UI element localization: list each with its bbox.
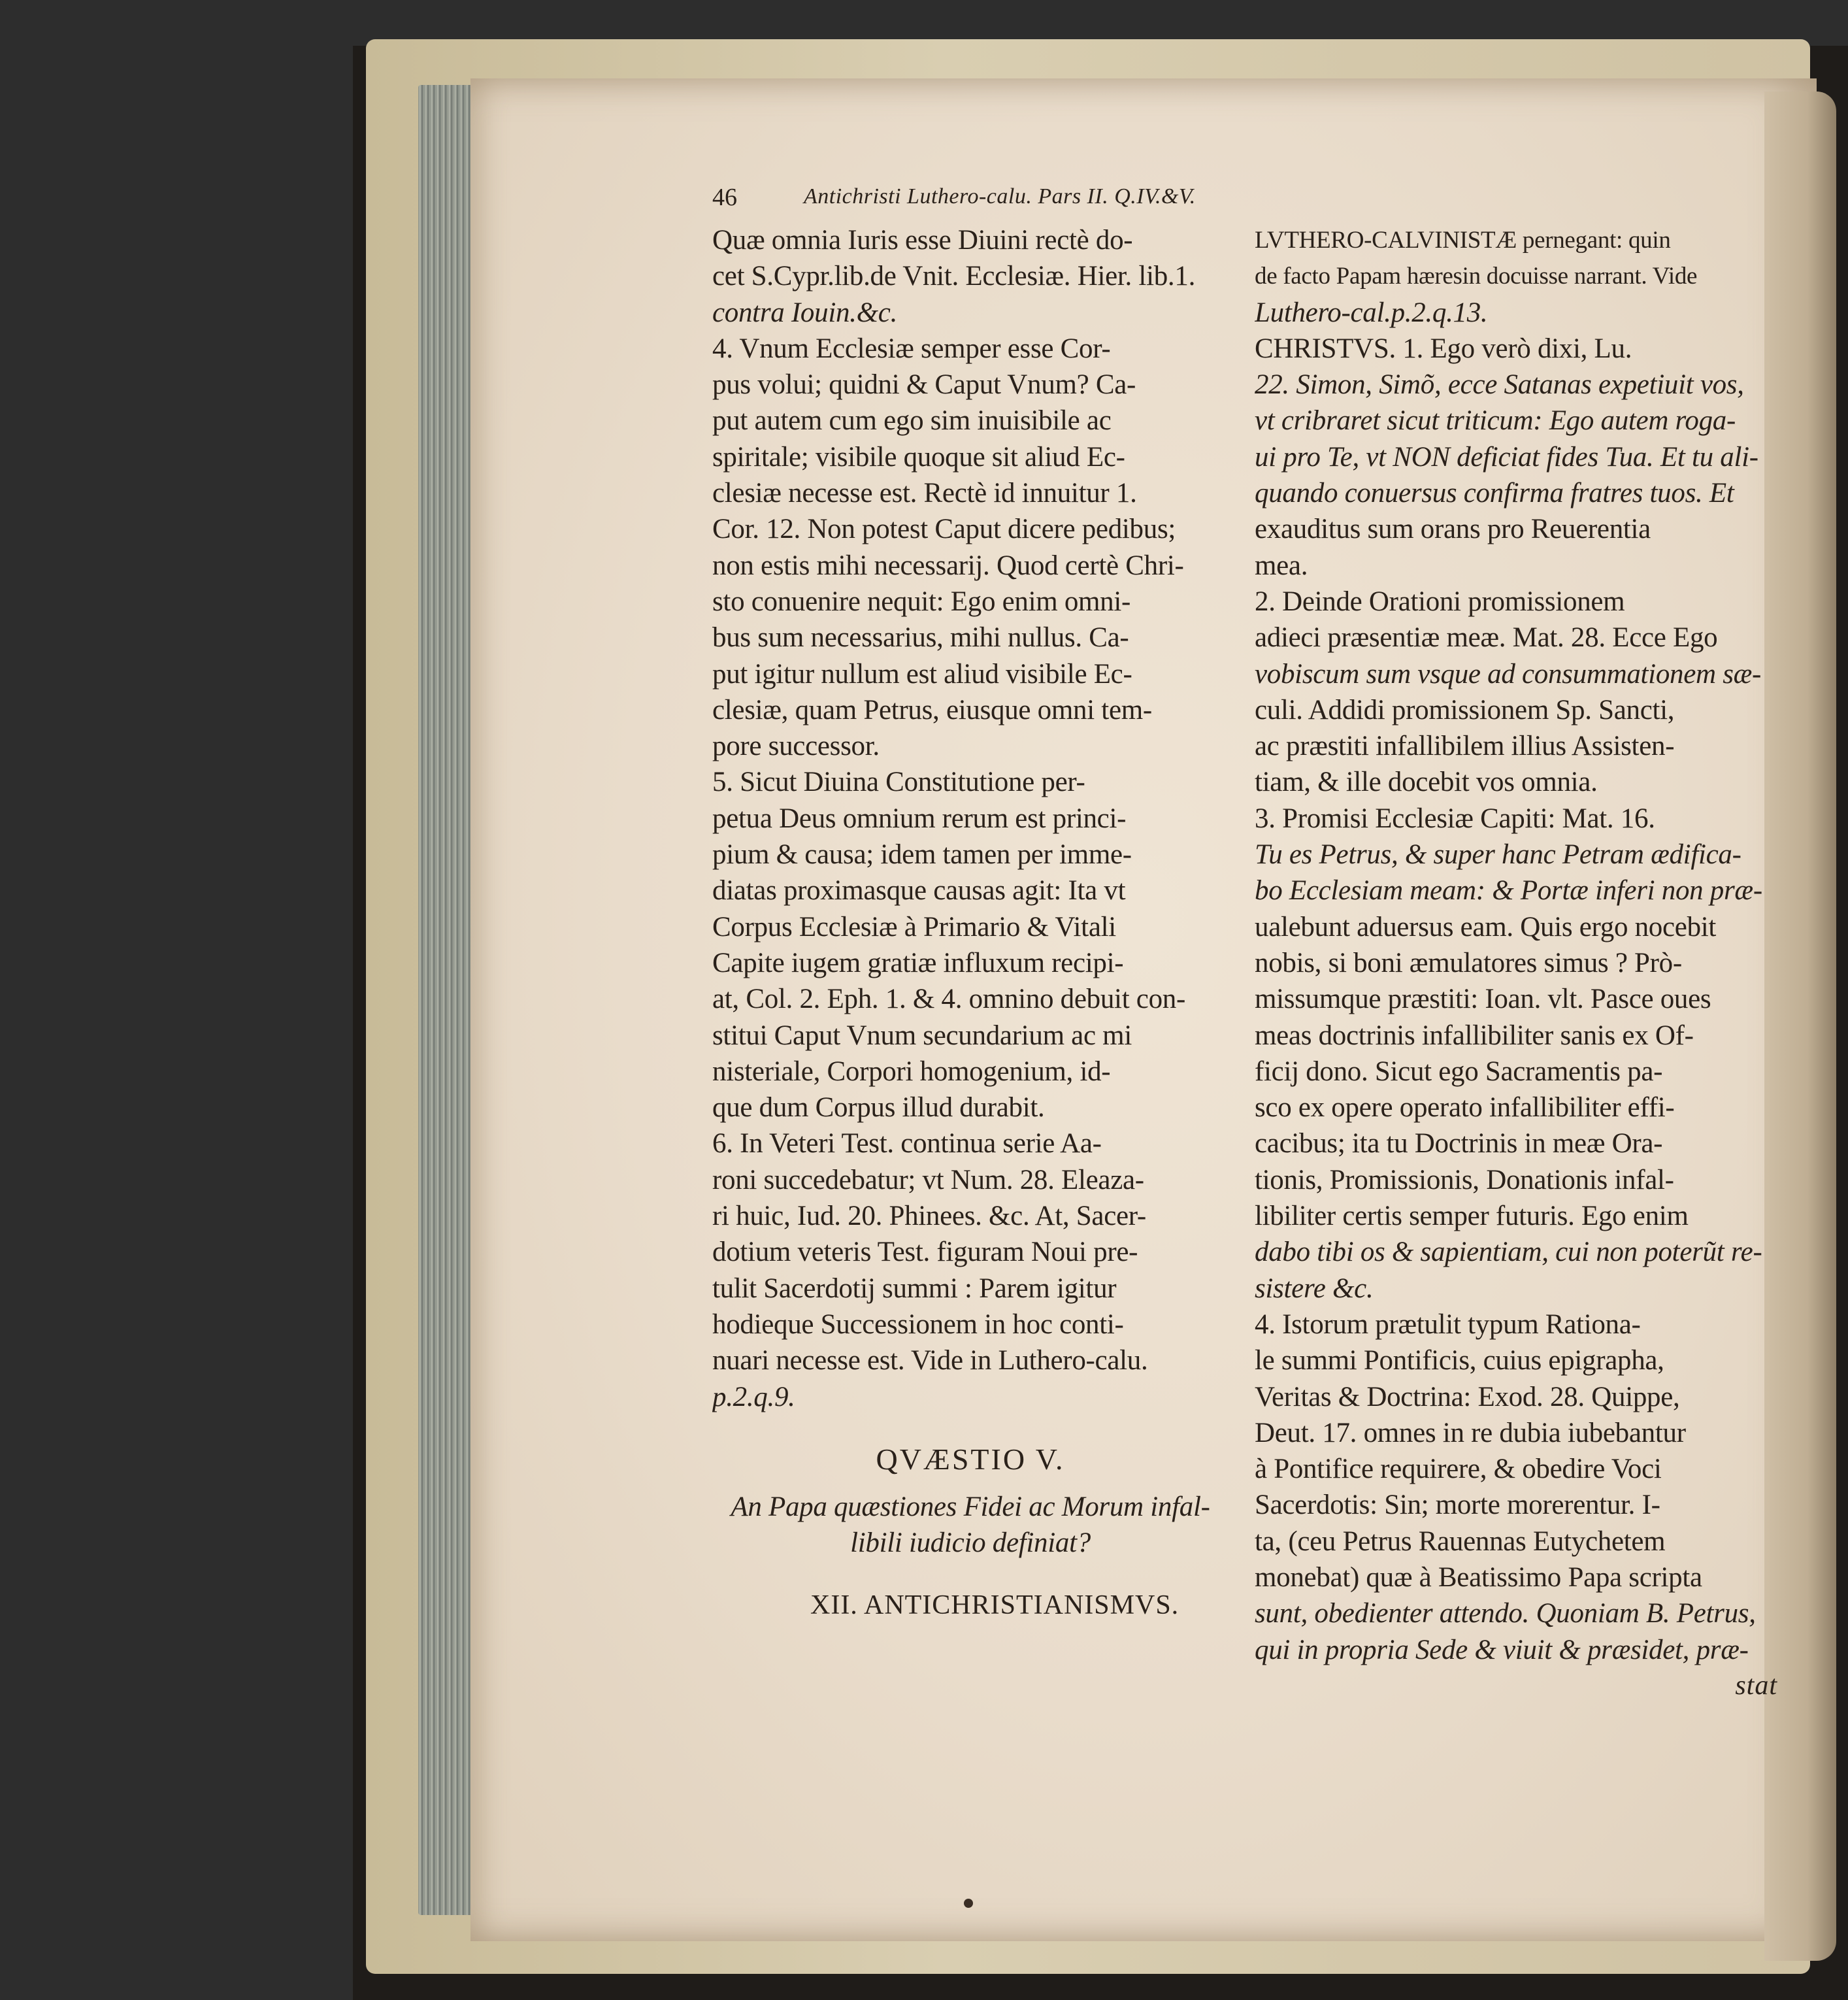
- text-line: quando conuersus confirma fratres tuos. Et: [1255, 478, 1734, 509]
- text-line: sto conuenire nequit: Ego enim omni-: [712, 586, 1131, 617]
- text-line: spiritale; visibile quoque sit aliud Ec-: [712, 441, 1125, 473]
- left-column: [712, 222, 1229, 1624]
- text-line: culi. Addidi promissionem Sp. Sancti,: [1255, 694, 1675, 725]
- text-line: vobiscum sum vsque ad consummationem sæ-: [1255, 658, 1762, 690]
- text-line: cet S.Cypr.lib.de Vnit. Ecclesiæ. Hier. lib.1.: [712, 261, 1196, 292]
- text-line: nobis, si boni æmulatores simus ? Prò-: [1255, 947, 1682, 978]
- text-line: dotium veteris Test. figuram Noui pre-: [712, 1237, 1138, 1268]
- text-line: Corpus Ecclesiæ à Primario & Vitali: [712, 911, 1116, 942]
- text-line: Luthero-cal.p.2.q.13.: [1255, 297, 1488, 328]
- text-line: Sacerdotis: Sin; morte morerentur. I-: [1255, 1490, 1660, 1521]
- text-line: nuari necesse est. Vide in Luthero-calu.: [712, 1345, 1148, 1376]
- text-line: libiliter certis semper futuris. Ego enim: [1255, 1201, 1689, 1232]
- text-line: Veritas & Doctrina: Exod. 28. Quippe,: [1255, 1381, 1680, 1412]
- text-line: ta, (ceu Petrus Rauennas Eutychetem: [1255, 1525, 1666, 1557]
- text-line: adieci præsentiæ meæ. Mat. 28. Ecce Ego: [1255, 622, 1718, 654]
- text-line: Deut. 17. omnes in re dubia iubebantur: [1255, 1417, 1686, 1448]
- text-line: exauditus sum orans pro Reuerentia: [1255, 514, 1651, 545]
- text-line: 2. Deinde Orationi promissionem: [1255, 586, 1625, 617]
- text-line: petua Deus omnium rerum est princi-: [712, 803, 1127, 834]
- text-line: contra Iouin.&c.: [712, 297, 898, 328]
- text-line: bo Ecclesiam meam: & Portæ inferi non præ-: [1255, 875, 1762, 907]
- right-column: [1255, 222, 1777, 1704]
- text-line: pore successor.: [712, 731, 880, 762]
- running-title: Antichristi Luthero-calu. Pars II. Q.IV.&V.: [804, 184, 1196, 208]
- text-line: Capite iugem gratiæ influxum recipi-: [712, 947, 1124, 978]
- catchword-right: stat: [1735, 1670, 1777, 1701]
- quaestio-heading: QVÆSTIO V.: [876, 1442, 1065, 1476]
- text-line: roni succedebatur; vt Num. 28. Eleaza-: [712, 1164, 1144, 1195]
- text-line: sistere &c.: [1255, 1273, 1374, 1304]
- text-line: de facto Papam hæresin docuisse narrant. Vide: [1255, 263, 1698, 290]
- text-line: dabo tibi os & sapientiam, cui non poterũt re-: [1255, 1237, 1762, 1268]
- text-line: LVTHERO-CALVINISTÆ pernegant: quin: [1255, 227, 1671, 254]
- text-line: clesiæ, quam Petrus, eiusque omni tem-: [712, 694, 1152, 725]
- text-line: nisteriale, Corpori homogenium, id-: [712, 1056, 1111, 1087]
- text-line: 5. Sicut Diuina Constitutione per-: [712, 767, 1085, 798]
- text-line: 3. Promisi Ecclesiæ Capiti: Mat. 16.: [1255, 803, 1655, 834]
- text-line: Cor. 12. Non potest Caput dicere pedibus;: [712, 514, 1176, 545]
- text-line: à Pontifice requirere, & obedire Voci: [1255, 1454, 1662, 1485]
- text-line: vt cribraret sicut triticum: Ego autem roga-: [1255, 405, 1736, 437]
- text-line: le summi Pontificis, cuius epigrapha,: [1255, 1345, 1664, 1376]
- quaestio-question-line: libili iudicio definiat?: [850, 1527, 1091, 1559]
- text-line: tiam, & ille docebit vos omnia.: [1255, 767, 1598, 798]
- quaestio-question-line: An Papa quæstiones Fidei ac Morum infal-: [731, 1492, 1210, 1523]
- text-line: stitui Caput Vnum secundarium ac mi: [712, 1020, 1132, 1051]
- text-line: meas doctrinis infallibiliter sanis ex Of-: [1255, 1020, 1694, 1051]
- text-line: put autem cum ego sim inuisibile ac: [712, 405, 1112, 437]
- text-line: Quæ omnia Iuris esse Diuini rectè do-: [712, 225, 1133, 256]
- spacer: [712, 1477, 1229, 1489]
- text-line: 22. Simon, Simõ, ecce Satanas expetiuit vos,: [1255, 369, 1744, 401]
- text-line: Tu es Petrus, & super hanc Petram ædifica-: [1255, 839, 1741, 871]
- text-line: p.2.q.9.: [712, 1381, 795, 1412]
- text-line: que dum Corpus illud durabit.: [712, 1092, 1045, 1124]
- text-line: qui in propria Sede & viuit & præsidet, præ-: [1255, 1634, 1749, 1665]
- text-line: sco ex opere operato infallibiliter effi-: [1255, 1092, 1675, 1124]
- page-header: [712, 183, 1790, 222]
- text-line: ficij dono. Sicut ego Sacramentis pa-: [1255, 1056, 1663, 1087]
- text-line: ualebunt aduersus eam. Quis ergo nocebit: [1255, 911, 1717, 942]
- text-line: ac præstiti infallibilem illius Assisten-: [1255, 731, 1675, 762]
- text-line: put igitur nullum est aliud visibile Ec-: [712, 658, 1132, 690]
- text-line: CHRISTVS. 1. Ego verò dixi, Lu.: [1255, 333, 1632, 364]
- catchword-left: XII. ANTICHRISTIANISMVS.: [810, 1590, 1180, 1620]
- right-column-text: [1255, 222, 1777, 1668]
- text-line: sunt, obedienter attendo. Quoniam B. Petrus,: [1255, 1598, 1756, 1629]
- text-line: pium & causa; idem tamen per imme-: [712, 839, 1132, 871]
- text-line: monebat) quæ à Beatissimo Papa scripta: [1255, 1561, 1702, 1593]
- text-line: pus volui; quidni & Caput Vnum? Ca-: [712, 369, 1136, 401]
- left-column-text: [712, 222, 1229, 1415]
- text-line: cacibus; ita tu Doctrinis in meæ Ora-: [1255, 1128, 1663, 1159]
- text-line: tionis, Promissionis, Donationis infal-: [1255, 1164, 1674, 1195]
- page-number: 46: [712, 184, 737, 211]
- text-line: 4. Vnum Ecclesiæ semper esse Cor-: [712, 333, 1111, 364]
- text-line: mea.: [1255, 550, 1308, 581]
- text-line: missumque præstiti: Ioan. vlt. Pasce oues: [1255, 984, 1711, 1015]
- text-line: at, Col. 2. Eph. 1. & 4. omnino debuit con-: [712, 984, 1186, 1015]
- text-line: 4. Istorum prætulit typum Rationa-: [1255, 1308, 1641, 1340]
- page-edges: [418, 85, 477, 1915]
- text-line: non estis mihi necessarij. Quod certè Chri-: [712, 550, 1184, 581]
- signature-mark: [964, 1899, 973, 1908]
- text-line: diatas proximasque causas agit: Ita vt: [712, 875, 1126, 907]
- spacer: [712, 1561, 1229, 1588]
- text-line: clesiæ necesse est. Rectè id innuitur 1.: [712, 478, 1137, 509]
- text-line: tulit Sacerdotij summi : Parem igitur: [712, 1273, 1117, 1304]
- text-line: hodieque Successionem in hoc conti-: [712, 1308, 1124, 1340]
- text-line: ri huic, Iud. 20. Phinees. &c. At, Sacer-: [712, 1201, 1146, 1232]
- text-line: bus sum necessarius, mihi nullus. Ca-: [712, 622, 1129, 654]
- spacer: [712, 1415, 1229, 1441]
- text-line: ui pro Te, vt NON deficiat fides Tua. Et tu ali-: [1255, 441, 1758, 473]
- text-line: 6. In Veteri Test. continua serie Aa-: [712, 1128, 1102, 1159]
